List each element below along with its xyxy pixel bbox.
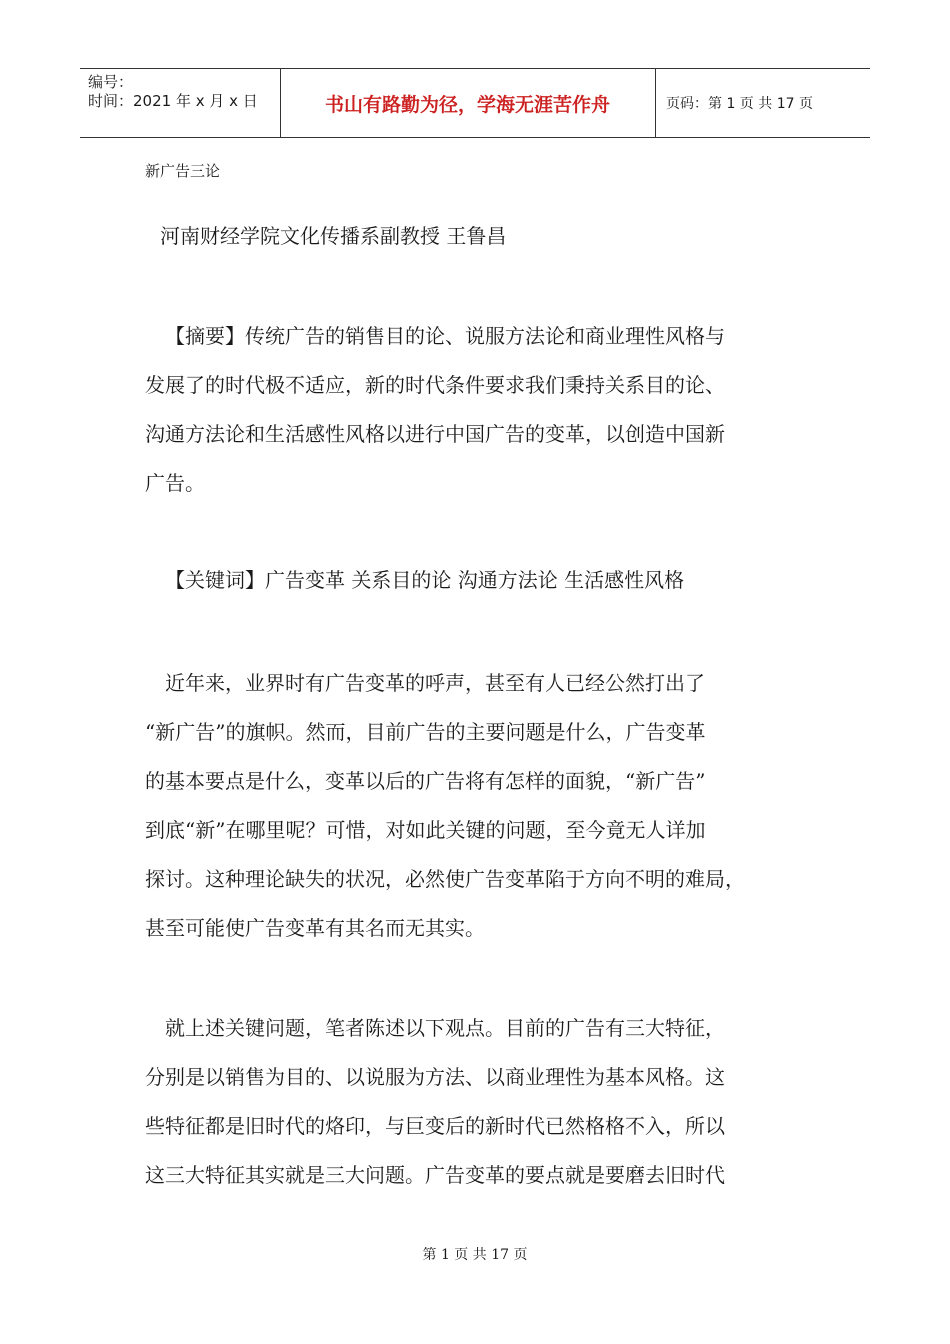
motto-text: 书山有路勤为径，学海无涯苦作舟 [324,93,610,116]
keywords-paragraph [145,556,825,605]
body-paragraph-2 [145,1004,825,1200]
time-label: 时间：2021 年 x 月 x 日 [88,92,258,110]
page-info-text: 页码：第 1 页 共 17 页 [666,96,813,112]
text-line: “新广告”的旗帜。然而，目前广告的主要问题是什么，广告变革 [145,720,706,744]
document-header [80,68,870,138]
text-line: 分别是以销售为目的、以说服为方法、以商业理性为基本风格。这 [145,1065,725,1089]
text-line: 【摘要】传统广告的销售目的论、说服方法论和商业理性风格与 [165,324,725,348]
body-paragraph-1 [145,659,825,953]
header-page-info [656,69,870,137]
text-line: 探讨。这种理论缺失的状况，必然使广告变革陷于方向不明的难局， [145,867,745,891]
text-line: 这三大特征其实就是三大问题。广告变革的要点就是要磨去旧时代 [145,1163,725,1187]
text-line: 沟通方法论和生活感性风格以进行中国广告的变革，以创造中国新 [145,422,725,446]
text-line: 到底“新”在哪里呢？可惜，对如此关键的问题，至今竟无人详加 [145,818,706,842]
text-line: 甚至可能使广告变革有其名而无其实。 [145,916,485,940]
header-meta [80,69,281,137]
text-line: 就上述关键问题，笔者陈述以下观点。目前的广告有三大特征， [165,1016,725,1040]
page-footer: 第 1 页 共 17 页 [422,1247,528,1263]
text-line: 近年来，业界时有广告变革的呼声，甚至有人已经公然打出了 [165,671,705,695]
text-line: 【关键词】广告变革 关系目的论 沟通方法论 生活感性风格 [165,568,685,592]
abstract-paragraph [145,312,825,508]
header-motto [280,69,656,137]
text-line: 些特征都是旧时代的烙印，与巨变后的新时代已然格格不入，所以 [145,1114,725,1138]
author-line: 河南财经学院文化传播系副教授 王鲁昌 [160,224,507,248]
number-label: 编号： [88,73,134,91]
text-line: 广告。 [145,471,205,495]
document-title: 新广告三论 [145,162,221,180]
text-line: 的基本要点是什么，变革以后的广告将有怎样的面貌，“新广告” [145,769,706,793]
text-line: 发展了的时代极不适应，新的时代条件要求我们秉持关系目的论、 [145,373,725,397]
